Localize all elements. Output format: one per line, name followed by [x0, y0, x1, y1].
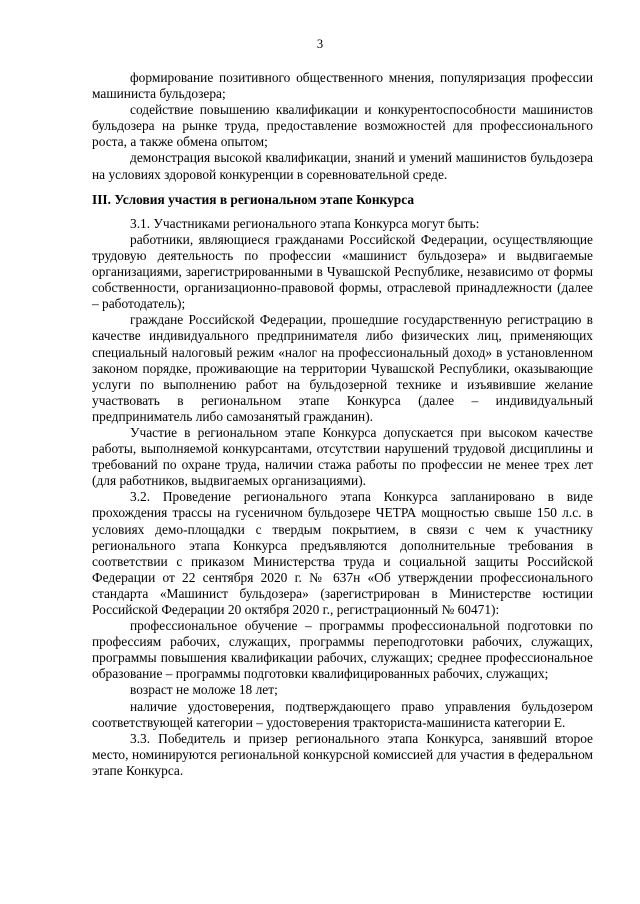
paragraph-employees: работники, являющиеся гражданами Российской Федерации, осуществляющие трудовую деятельность по профессии «машинист бульдозера» и выдвигаемые организациями, зарегистрированными в Чувашской Республике, независимо от формы собственности, организационно-правовой формы, отраслевой принадлежности (далее – работодатель);: [92, 231, 593, 312]
intro-paragraph-2: содействие повышению квалификации и конкурентоспособности машинистов бульдозера на рынке труда, предоставление возможностей для профессионального роста, а также обмена опытом;: [92, 102, 593, 150]
section-heading: III. Условия участия в региональном этапе Конкурса: [92, 191, 415, 207]
paragraph-entrepreneurs: граждане Российской Федерации, прошедшие государственную регистрацию в качестве индивидуального предпринимателя либо физических лиц, применяющих специальный налоговый режим «налог на профессиональный доход» в установленном законом порядке, проживающие на территории Чувашской Республики, оказывающие услуги по выполнению работ на бульдозерной технике и изъявившие желание участвовать в региональном этапе Конкурса (далее – индивидуальный предприниматель либо самозанятый гражданин).: [92, 312, 593, 424]
paragraph-participation-conditions: Участие в региональном этапе Конкурса допускается при высоком качестве работы, выполняемой конкурсантами, отсутствии нарушений трудовой дисциплины и требований по охране труда, наличии стажа работы по профессии не менее трех лет (для работников, выдвигаемых организациями).: [92, 424, 593, 489]
paragraph-3-2: 3.2. Проведение регионального этапа Конкурса запланировано в виде прохождения трассы на гусеничном бульдозере ЧЕТРА мощностью свыше 150 л.с. в условиях демо-площадки с твердым покрытием, в связи с чем к участнику регионального этапа Конкурса предъявляются дополнительные требования в соответствии с приказом Министерства труда и социальной защиты Российской Федерации от 22 сентября 2020 г. № 637н «Об утверждении профессионального стандарта «Машинист бульдозера» (зарегистрирован в Министерстве юстиции Российской Федерации 20 октября 2020 г., регистрационный № 60471):: [92, 489, 593, 617]
paragraph-3-1: 3.1. Участниками регионального этапа Конкурса могут быть:: [130, 215, 480, 231]
paragraph-3-3: 3.3. Победитель и призер регионального этапа Конкурса, занявший второе место, номинируются региональной конкурсной комиссией для участия в федеральном этапе Конкурса.: [92, 730, 593, 778]
paragraph-age: возраст не моложе 18 лет;: [130, 682, 278, 698]
document-body: [92, 70, 593, 779]
paragraph-license: наличие удостоверения, подтверждающего право управления бульдозером соответствующей категории – удостоверения тракториста-машиниста категории Е.: [92, 698, 593, 730]
intro-paragraph-3: демонстрация высокой квалификации, знаний и умений машинистов бульдозера на условиях здоровой конкуренции в соревновательной среде.: [92, 150, 593, 182]
paragraph-professional-training: профессиональное обучение – программы профессиональной подготовки по профессиям рабочих, служащих, программы переподготовки рабочих, служащих, программы повышения квалификации рабочих, служащих; среднее профессиональное образование – программы подготовки квалифицированных рабочих, служащих;: [92, 618, 593, 682]
intro-paragraph-1: формирование позитивного общественного мнения, популяризация профессии машиниста бульдозера;: [92, 70, 593, 102]
page-number: 3: [316, 37, 324, 51]
